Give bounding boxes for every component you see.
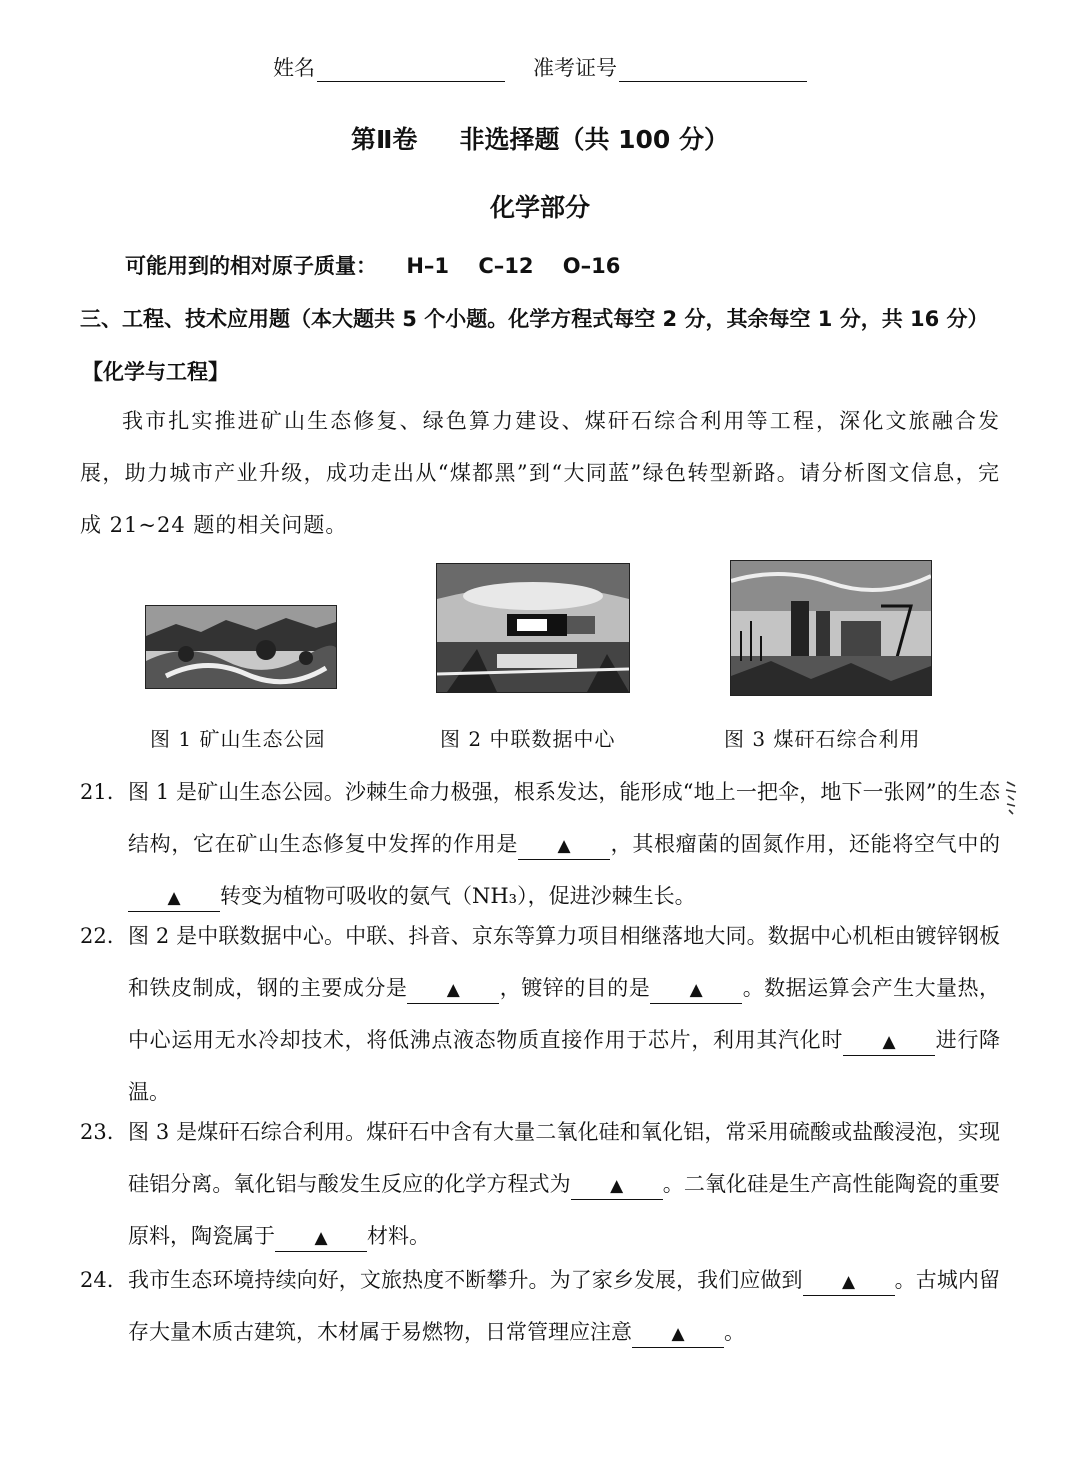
volume-type: 非选择题（共 100 分）: [459, 125, 730, 154]
question-body: [128, 1254, 1000, 1358]
triangle-icon: ▲: [314, 1228, 328, 1248]
triangle-icon: ▲: [167, 888, 181, 908]
volume-title: [0, 120, 1080, 156]
question-text: 。: [724, 1320, 745, 1344]
question-body: [128, 1106, 1000, 1262]
name-label: 姓名: [273, 56, 315, 80]
atomic-mass-c: C–12: [478, 254, 534, 278]
answer-blank[interactable]: [803, 1267, 895, 1296]
question-24: [80, 1254, 1000, 1358]
name-underline[interactable]: [317, 59, 505, 82]
triangle-icon: ▲: [882, 1032, 896, 1052]
triangle-icon: ▲: [557, 836, 571, 856]
question-text: 我市生态环境持续向好，文旅热度不断攀升。为了家乡发展，我们应做到: [128, 1268, 803, 1292]
answer-blank[interactable]: [275, 1223, 367, 1252]
question-text: 进行降温。: [128, 1028, 1001, 1104]
triangle-icon: ▲: [446, 980, 460, 1000]
question-text: ，其根瘤菌的固氮作用，还能将空气中的: [610, 832, 1000, 856]
figure-3-caption: 图 3 煤矸石综合利用: [724, 727, 921, 751]
triangle-icon: ▲: [842, 1272, 856, 1292]
atomic-mass-h: H–1: [406, 254, 449, 278]
subject-title: 化学部分: [489, 193, 590, 222]
figure-2-caption: 图 2 中联数据中心: [440, 727, 616, 751]
question-text: 。二氧化硅是生产高性能陶瓷的重要原料，陶瓷属于: [128, 1172, 1000, 1248]
answer-blank[interactable]: [650, 975, 742, 1004]
question-text: 图 1 是矿山生态公园。沙棘生命力极强，根系发达，能形成“地上一把伞，地下一张网”的生态结构，它在矿山生态修复中发挥的作用是: [128, 780, 1000, 856]
answer-blank[interactable]: [407, 975, 499, 1004]
question-number: 21.: [80, 780, 114, 804]
answer-blank[interactable]: [128, 883, 220, 912]
exam-number-underline[interactable]: [619, 59, 807, 82]
section-three-heading: 三、工程、技术应用题（本大题共 5 个小题。化学方程式每空 2 分，其余每空 1 分，共 16 分）: [80, 307, 989, 331]
figure-2-image: [436, 563, 630, 693]
question-text: 。数据运算会产生大量热，中心运用无水冷却技术，将低沸点液态物质直接作用于芯片，利用其汽化时: [128, 976, 1001, 1052]
question-number: 24.: [80, 1268, 114, 1292]
question-21: [80, 766, 1000, 922]
atomic-mass-line: [125, 250, 620, 280]
question-text: 材料。: [367, 1224, 430, 1248]
figure-3-image: [730, 560, 932, 696]
triangle-icon: ▲: [610, 1176, 624, 1196]
question-22: [80, 910, 1000, 1118]
atomic-mass-label: 可能用到的相对原子质量：: [125, 254, 377, 278]
answer-blank[interactable]: [518, 831, 610, 860]
intro-paragraph: 我市扎实推进矿山生态修复、绿色算力建设、煤矸石综合利用等工程，深化文旅融合发展，助力城市产业升级，成功走出从“煤都黑”到“大同蓝”绿色转型新路。请分析图文信息，完成 21~24 题的相关问题。: [80, 409, 1000, 537]
exam-number-label: 准考证号: [533, 56, 617, 80]
exam-number-field[interactable]: [533, 52, 807, 82]
question-number: 23.: [80, 1120, 114, 1144]
question-text: 图 2 是中联数据中心。中联、抖音、京东等算力项目相继落地大同。数据中心机柜由镀锌钢板和铁皮制成，钢的主要成分是: [128, 924, 1000, 1000]
answer-blank[interactable]: [843, 1027, 935, 1056]
margin-scribble-icon: [1004, 780, 1018, 816]
candidate-info-row: [0, 52, 1080, 82]
question-number: 22.: [80, 924, 114, 948]
answer-blank[interactable]: [571, 1171, 663, 1200]
volume-part: 第Ⅱ卷: [350, 125, 418, 154]
answer-blank[interactable]: [632, 1319, 724, 1348]
question-body: [128, 910, 1000, 1118]
figure-1-caption: 图 1 矿山生态公园: [150, 727, 326, 751]
chemistry-engineering-heading: 【化学与工程】: [82, 360, 229, 384]
question-text: 转变为植物可吸收的氨气（NH₃），促进沙棘生长。: [220, 884, 696, 908]
name-field[interactable]: [273, 52, 505, 82]
triangle-icon: ▲: [689, 980, 703, 1000]
question-text: 。古城内留存大量木质古建筑，木材属于易燃物，日常管理应注意: [128, 1268, 1000, 1344]
question-23: [80, 1106, 1000, 1262]
triangle-icon: ▲: [671, 1324, 685, 1344]
figure-1-image: [145, 605, 337, 689]
question-text: 图 3 是煤矸石综合利用。煤矸石中含有大量二氧化硅和氧化铝，常采用硫酸或盐酸浸泡，实现硅铝分离。氧化铝与酸发生反应的化学方程式为: [128, 1120, 1000, 1196]
figure-row: [0, 555, 1080, 765]
atomic-mass-o: O–16: [562, 254, 621, 278]
question-body: [128, 766, 1000, 922]
question-text: ，镀锌的目的是: [499, 976, 651, 1000]
